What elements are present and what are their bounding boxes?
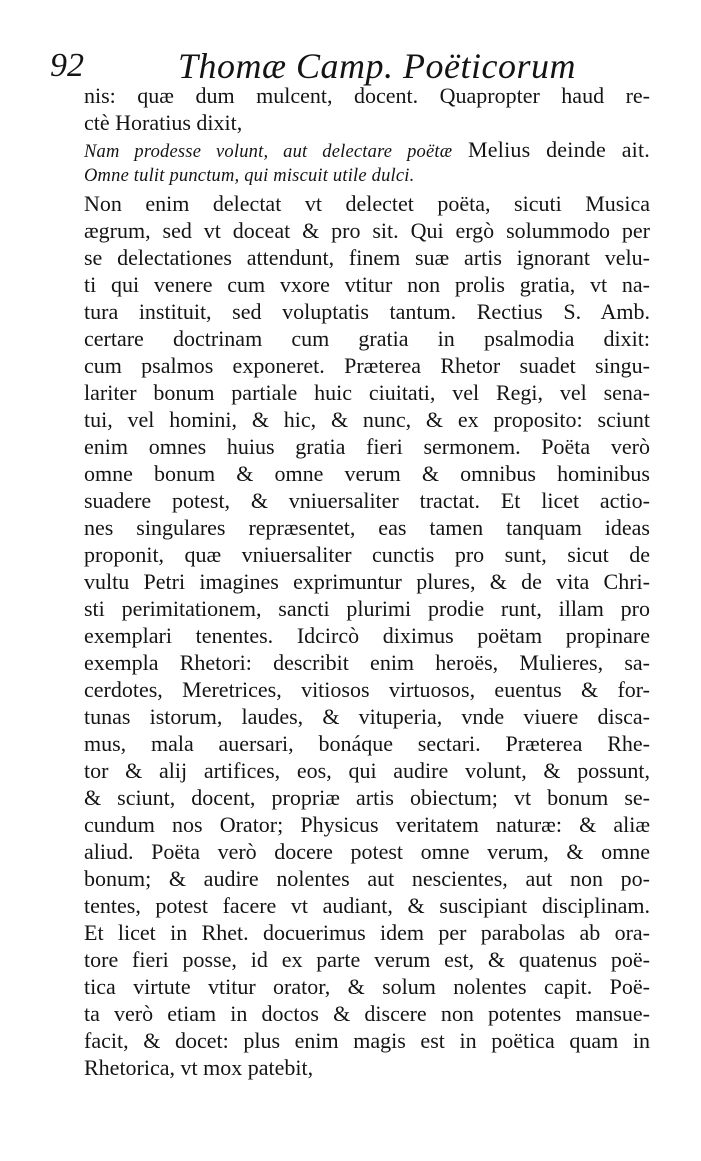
text-line: enim omnes huius gratia fieri sermonem. Poëta verò <box>84 434 650 459</box>
text-line <box>84 136 650 163</box>
text-line: ta verò etiam in doctos & discere non potentes mansue- <box>84 1001 650 1026</box>
text-line: facit, & docet: plus enim magis est in poëtica quam in <box>84 1028 650 1053</box>
verse-quotation: Omne tulit punctum, qui miscuit utile dulci. <box>84 166 415 186</box>
text-line: exemplari tenentes. Idcircò diximus poëtam propinare <box>84 623 650 648</box>
text-line: proponit, quæ vniuersaliter cunctis pro sunt, sicut de <box>84 542 650 567</box>
text-line <box>84 163 650 190</box>
text-line: ti qui venere cum vxore vtitur non prolis gratia, vt na- <box>84 272 650 297</box>
body-text <box>84 82 650 1081</box>
text-line: sti perimitationem, sancti plurimi prodie runt, illam pro <box>84 596 650 621</box>
text-line: Non enim delectat vt delectet poëta, sicuti Musica <box>84 191 650 216</box>
text-line: ctè Horatius dixit, <box>84 110 243 135</box>
verse-quotation: Nam prodesse volunt, aut delectare poëtæ <box>84 142 453 162</box>
text-line: se delectationes attendunt, finem suæ artis ignorant velu- <box>84 245 650 270</box>
text-line: tura instituit, sed voluptatis tantum. Rectius S. Amb. <box>84 299 650 324</box>
text-line: certare doctrinam cum gratia in psalmodia dixit: <box>84 326 650 351</box>
text-line: bonum; & audire nolentes aut nescientes, aut non po- <box>84 866 650 891</box>
text-line: cum psalmos exponeret. Præterea Rhetor suadet singu- <box>84 353 650 378</box>
page-number: 92 <box>50 47 84 84</box>
running-head: Thomæ Camp. Poëticorum <box>178 46 576 86</box>
text-line: nes singulares repræsentet, eas tamen tanquam ideas <box>84 515 650 540</box>
text-line: & sciunt, docent, propriæ artis obiectum; vt bonum se- <box>84 785 650 810</box>
text-line: tentes, potest facere vt audiant, & suscipiant disciplinam. <box>84 893 650 918</box>
text-line: tui, vel homini, & hic, & nunc, & ex proposito: sciunt <box>84 407 650 432</box>
text-line: mus, mala auersari, bonáque sectari. Præterea Rhe- <box>84 731 650 756</box>
text-line: exempla Rhetori: describit enim heroës, Mulieres, sa- <box>84 650 650 675</box>
text-line: tor & alij artifices, eos, qui audire volunt, & possunt, <box>84 758 650 783</box>
text-line: tunas istorum, laudes, & vituperia, vnde viuere disca- <box>84 704 650 729</box>
text-line: nis: quæ dum mulcent, docent. Quapropter haud re- <box>84 83 650 108</box>
text-line: cundum nos Orator; Physicus veritatem naturæ: & aliæ <box>84 812 650 837</box>
text-line: vultu Petri imagines exprimuntur plures, & de vita Chri- <box>84 569 650 594</box>
text-line: Et licet in Rhet. docuerimus idem per parabolas ab ora- <box>84 920 650 945</box>
text-line: omne bonum & omne verum & omnibus hominibus <box>84 461 650 486</box>
text-line: tore fieri posse, id ex parte verum est, & quatenus poë- <box>84 947 650 972</box>
text-line: tica virtute vtitur orator, & solum nolentes capit. Poë- <box>84 974 650 999</box>
text-line: ægrum, sed vt doceat & pro sit. Qui ergò solummodo per <box>84 218 650 243</box>
text-line: lariter bonum partiale huic ciuitati, vel Regi, vel sena- <box>84 380 650 405</box>
text-line: cerdotes, Meretrices, vitiosos virtuosos, euentus & for- <box>84 677 650 702</box>
text-line: suadere potest, & vniuersaliter tractat. Et licet actio- <box>84 488 650 513</box>
prose-continuation: Melius deinde ait. <box>452 137 650 162</box>
text-line: aliud. Poëta verò docere potest omne verum, & omne <box>84 839 650 864</box>
text-line: Rhetorica, vt mox patebit, <box>84 1055 314 1080</box>
